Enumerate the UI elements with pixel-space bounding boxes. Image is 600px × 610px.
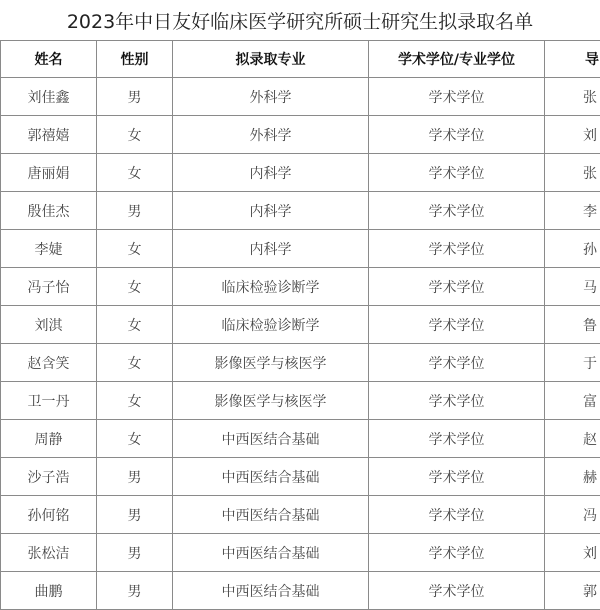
cell-name: 刘佳鑫 — [1, 78, 97, 116]
cell-major: 中西医结合基础 — [173, 496, 369, 534]
header-name: 姓名 — [1, 41, 97, 78]
header-gender: 性别 — [97, 41, 173, 78]
cell-supervisor: 刘 — [545, 116, 600, 154]
cell-major: 中西医结合基础 — [173, 534, 369, 572]
page-title: 2023年中日友好临床医学研究所硕士研究生拟录取名单 — [0, 0, 600, 40]
header-degree-type: 学术学位/专业学位 — [369, 41, 545, 78]
cell-gender: 男 — [97, 534, 173, 572]
cell-degree-type: 学术学位 — [369, 420, 545, 458]
cell-gender: 女 — [97, 154, 173, 192]
cell-degree-type: 学术学位 — [369, 116, 545, 154]
cell-gender: 男 — [97, 496, 173, 534]
cell-supervisor: 李 — [545, 192, 600, 230]
cell-gender: 女 — [97, 230, 173, 268]
table-row — [1, 230, 600, 268]
cell-supervisor: 马 — [545, 268, 600, 306]
cell-degree-type: 学术学位 — [369, 572, 545, 610]
cell-supervisor: 鲁 — [545, 306, 600, 344]
cell-major: 影像医学与核医学 — [173, 344, 369, 382]
cell-gender: 男 — [97, 78, 173, 116]
cell-supervisor: 孙 — [545, 230, 600, 268]
cell-supervisor: 于 — [545, 344, 600, 382]
cell-supervisor: 张 — [545, 78, 600, 116]
cell-degree-type: 学术学位 — [369, 382, 545, 420]
cell-name: 赵含笑 — [1, 344, 97, 382]
table-row — [1, 78, 600, 116]
cell-degree-type: 学术学位 — [369, 344, 545, 382]
cell-degree-type: 学术学位 — [369, 534, 545, 572]
cell-degree-type: 学术学位 — [369, 154, 545, 192]
table-row — [1, 116, 600, 154]
cell-name: 张松洁 — [1, 534, 97, 572]
cell-supervisor: 刘 — [545, 534, 600, 572]
cell-name: 孙何铭 — [1, 496, 97, 534]
cell-gender: 女 — [97, 268, 173, 306]
header-supervisor: 导 — [545, 41, 600, 78]
cell-major: 中西医结合基础 — [173, 458, 369, 496]
cell-gender: 女 — [97, 306, 173, 344]
cell-major: 内科学 — [173, 192, 369, 230]
cell-degree-type: 学术学位 — [369, 458, 545, 496]
cell-name: 曲鹏 — [1, 572, 97, 610]
table-row — [1, 154, 600, 192]
cell-supervisor: 赵 — [545, 420, 600, 458]
cell-major: 中西医结合基础 — [173, 420, 369, 458]
cell-name: 周静 — [1, 420, 97, 458]
cell-major: 内科学 — [173, 154, 369, 192]
cell-gender: 女 — [97, 420, 173, 458]
table-row — [1, 534, 600, 572]
cell-name: 沙子浩 — [1, 458, 97, 496]
cell-name: 刘淇 — [1, 306, 97, 344]
cell-name: 冯子怡 — [1, 268, 97, 306]
cell-supervisor: 赫 — [545, 458, 600, 496]
cell-degree-type: 学术学位 — [369, 192, 545, 230]
cell-gender: 女 — [97, 382, 173, 420]
cell-major: 内科学 — [173, 230, 369, 268]
table-row — [1, 496, 600, 534]
cell-supervisor: 张 — [545, 154, 600, 192]
table-body — [1, 78, 600, 610]
cell-gender: 女 — [97, 344, 173, 382]
cell-name: 唐丽娟 — [1, 154, 97, 192]
cell-name: 李婕 — [1, 230, 97, 268]
table-row — [1, 420, 600, 458]
admission-table — [0, 40, 600, 610]
cell-supervisor: 郭 — [545, 572, 600, 610]
table-row — [1, 572, 600, 610]
cell-degree-type: 学术学位 — [369, 496, 545, 534]
cell-name: 卫一丹 — [1, 382, 97, 420]
cell-degree-type: 学术学位 — [369, 306, 545, 344]
table-row — [1, 458, 600, 496]
cell-name: 殷佳杰 — [1, 192, 97, 230]
cell-major: 外科学 — [173, 78, 369, 116]
cell-gender: 男 — [97, 192, 173, 230]
cell-major: 临床检验诊断学 — [173, 306, 369, 344]
table-row — [1, 344, 600, 382]
cell-supervisor: 冯 — [545, 496, 600, 534]
table-header-row — [1, 41, 600, 78]
cell-degree-type: 学术学位 — [369, 268, 545, 306]
cell-gender: 男 — [97, 572, 173, 610]
table-row — [1, 306, 600, 344]
cell-name: 郭禧嬉 — [1, 116, 97, 154]
cell-major: 外科学 — [173, 116, 369, 154]
cell-supervisor: 富 — [545, 382, 600, 420]
table-row — [1, 268, 600, 306]
table-row — [1, 382, 600, 420]
table-row — [1, 192, 600, 230]
header-major: 拟录取专业 — [173, 41, 369, 78]
cell-major: 中西医结合基础 — [173, 572, 369, 610]
cell-gender: 女 — [97, 116, 173, 154]
cell-degree-type: 学术学位 — [369, 230, 545, 268]
cell-major: 影像医学与核医学 — [173, 382, 369, 420]
cell-gender: 男 — [97, 458, 173, 496]
cell-major: 临床检验诊断学 — [173, 268, 369, 306]
cell-degree-type: 学术学位 — [369, 78, 545, 116]
